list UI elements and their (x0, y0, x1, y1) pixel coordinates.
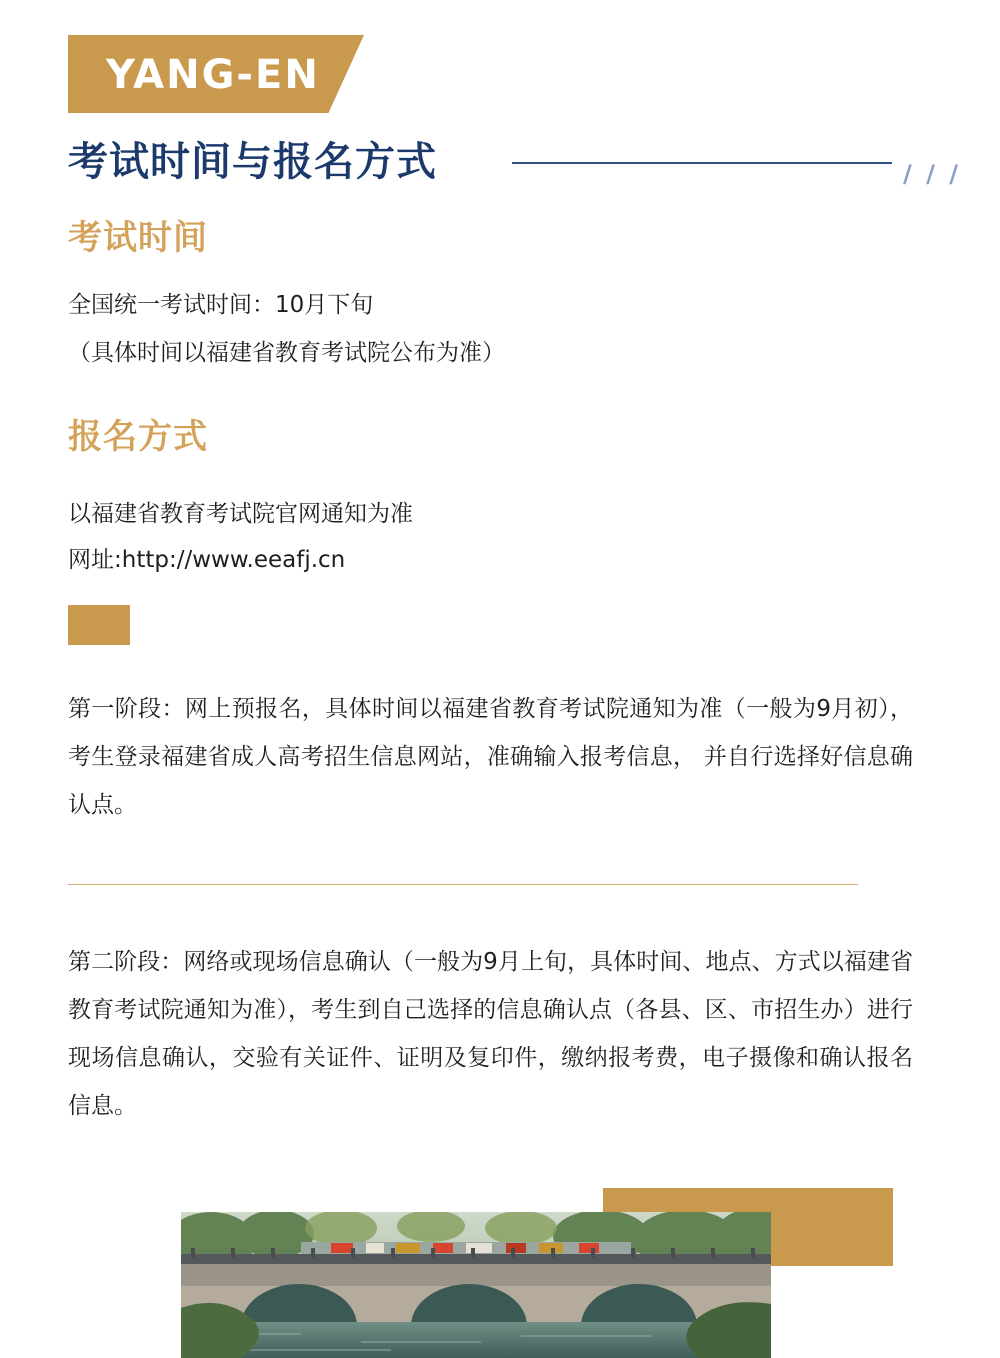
stage-one-paragraph: 第一阶段：网上预报名，具体时间以福建省教育考试院通知为准（一般为9月初），考生登录福建省成人高考招生信息网站，准确输入报考信息， 并自行选择好信息确认点。 (68, 696, 913, 818)
section-heading-signup-method: 报名方式 (68, 417, 208, 457)
brand-name: YANG-EN (106, 52, 320, 98)
page-title: 考试时间与报名方式 (68, 139, 437, 185)
signup-line-1: 以福建省教育考试院官网通知为准 (68, 501, 413, 527)
section-divider (68, 884, 858, 885)
bridge-photo (181, 1212, 771, 1358)
exam-time-line-1: 全国统一考试时间：10月下旬 (68, 292, 374, 318)
gold-accent-block (68, 605, 130, 645)
title-divider-line (512, 162, 892, 164)
stage-two-paragraph: 第二阶段：网络或现场信息确认（一般为9月上旬，具体时间、地点、方式以福建省教育考试院通知为准），考生到自己选择的信息确认点（各县、区、市招生办）进行现场信息确认，交验有关证件、证明及复印件，缴纳报考费，电子摄像和确认报名信息。 (68, 949, 913, 1119)
slash-decoration-icon: / / / (903, 160, 962, 188)
section-heading-exam-time: 考试时间 (68, 218, 208, 258)
exam-time-line-2: （具体时间以福建省教育考试院公布为准） (68, 340, 505, 366)
signup-website-line: 网址:http://www.eeafj.cn (68, 547, 346, 573)
